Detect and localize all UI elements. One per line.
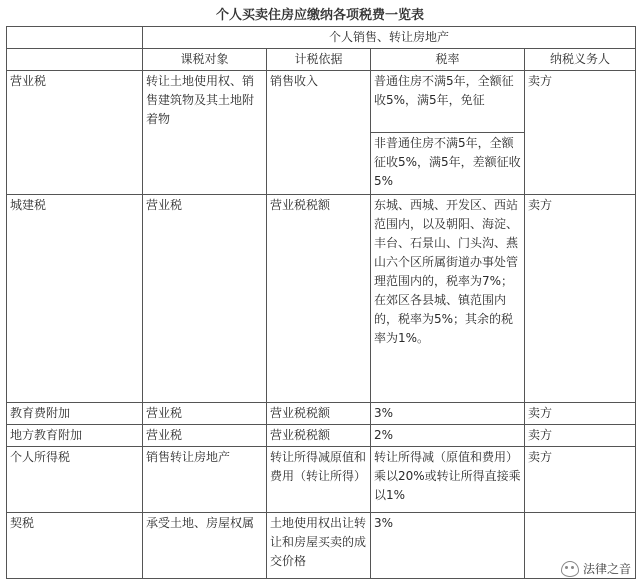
cell-basis: 土地使用权出让转让和房屋买卖的成交价格	[267, 513, 371, 579]
cell-rate: 3%	[371, 513, 525, 579]
header-columns-row	[7, 49, 636, 71]
cell-payer: 卖方	[525, 403, 636, 425]
table-row	[7, 195, 636, 403]
table-title: 个人买卖住房应缴纳各项税费一览表	[215, 8, 424, 23]
cell-tax: 教育费附加	[7, 403, 143, 425]
cell-rate: 2%	[371, 425, 525, 447]
cell-tax: 个人所得税	[7, 447, 143, 513]
column-header-payer: 纳税义务人	[525, 49, 636, 71]
table-row	[7, 425, 636, 447]
header-empty-cell	[7, 27, 143, 49]
cell-payer: 卖方	[525, 71, 636, 195]
column-header-basis: 计税依据	[267, 49, 371, 71]
table-row	[7, 447, 636, 513]
column-header-object: 课税对象	[143, 49, 267, 71]
watermark	[558, 559, 634, 578]
cell-payer: 卖方	[525, 425, 636, 447]
cell-basis: 转让所得减原值和费用（转让所得）	[267, 447, 371, 513]
cell-tax: 城建税	[7, 195, 143, 403]
table-row	[7, 403, 636, 425]
header-group-label: 个人销售、转让房地产	[143, 27, 636, 49]
cell-basis: 营业税税额	[267, 425, 371, 447]
cell-object: 营业税	[143, 425, 267, 447]
column-header-rate: 税率	[371, 49, 525, 71]
tax-table	[6, 26, 636, 579]
cell-object: 销售转让房地产	[143, 447, 267, 513]
table-row	[7, 71, 636, 133]
cell-basis: 营业税税额	[267, 195, 371, 403]
header-tax-cell	[7, 49, 143, 71]
cell-basis: 销售收入	[267, 71, 371, 195]
wechat-icon	[561, 561, 579, 577]
cell-object: 营业税	[143, 403, 267, 425]
watermark-text: 法律之音	[582, 562, 631, 576]
cell-tax: 地方教育附加	[7, 425, 143, 447]
header-group-row	[7, 27, 636, 49]
cell-payer: 卖方	[525, 195, 636, 403]
cell-tax: 营业税	[7, 71, 143, 195]
cell-object: 营业税	[143, 195, 267, 403]
cell-payer: 卖方	[525, 447, 636, 513]
cell-object: 承受土地、房屋权属	[143, 513, 267, 579]
cell-rate: 普通住房不满5年，全额征收5%，满5年，免征	[371, 71, 525, 133]
cell-object: 转让土地使用权、销售建筑物及其土地附着物	[143, 71, 267, 195]
cell-basis: 营业税税额	[267, 403, 371, 425]
table-row	[7, 513, 636, 579]
cell-rate: 东城、西城、开发区、西站范围内，以及朝阳、海淀、丰台、石景山、门头沟、燕山六个区所属街道办事处管理范围内的，税率为7%；在郊区各县城、镇范围内的，税率为5%；其余的税率为1%。	[371, 195, 525, 403]
cell-rate: 3%	[371, 403, 525, 425]
cell-tax: 契税	[7, 513, 143, 579]
cell-rate: 转让所得减（原值和费用）乘以20%或转让所得直接乘以1%	[371, 447, 525, 513]
cell-rate: 非普通住房不满5年，全额征收5%，满5年，差额征收5%	[371, 133, 525, 195]
